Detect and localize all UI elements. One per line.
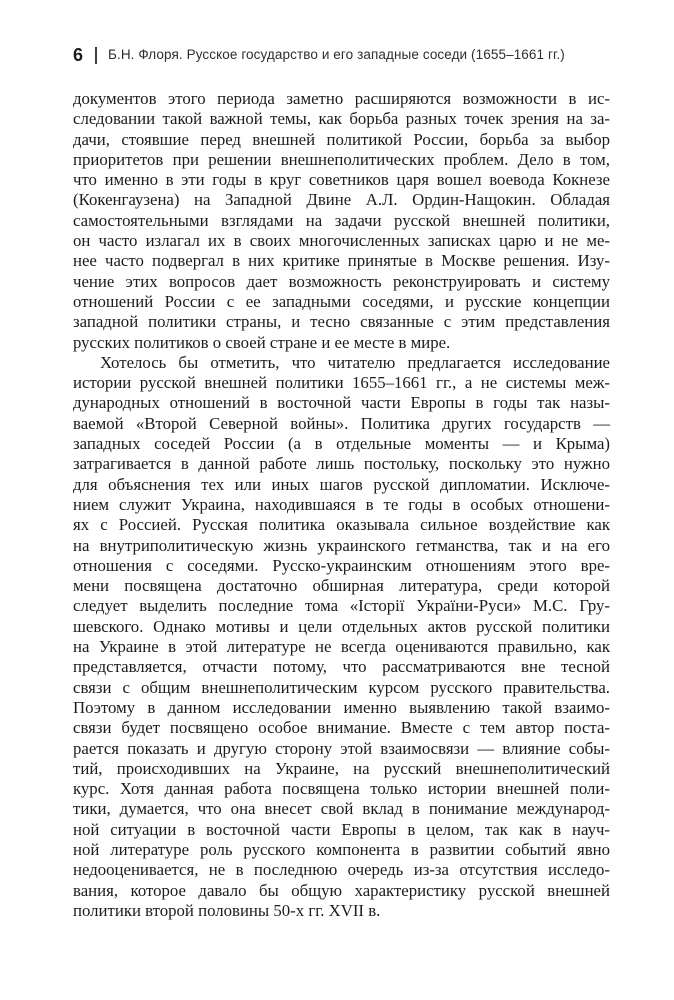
- text-line: приоритетов при решении внешнеполитических проблем. Дело в том,: [73, 149, 610, 169]
- text-line: отношения с соседями. Русско-украинским отношениям этого вре-: [73, 555, 610, 575]
- text-line: политики второй половины 50-х гг. XVII в.: [73, 900, 381, 920]
- text-line: на Украине в этой литературе не всегда оцениваются правильно, как: [73, 637, 610, 657]
- text-line: тий, происходивших на Украине, на русский внешнеполитический: [73, 758, 610, 778]
- text-line: связи с общим внешнеполитическим курсом русского правительства.: [73, 677, 610, 697]
- text-line: на внутриполитическую жизнь украинского гетманства, так и на его: [73, 535, 610, 555]
- text-line: ной литературе роль русского компонента в развитии событий явно: [73, 839, 610, 859]
- text-line: западной политики страны, и тесно связанные с этим представления: [73, 312, 610, 332]
- text-line: тики, думается, что она внесет свой вклад в понимание международ-: [73, 799, 610, 819]
- text-line: представляется, отчасти потому, что рассматриваются вне тесной: [73, 657, 610, 677]
- text-line: нием служит Украина, находившаяся в те годы в особых отношени-: [73, 494, 610, 514]
- text-line: затрагивается в данной работе лишь постольку, поскольку это нужно: [73, 454, 610, 474]
- text-block: [73, 89, 610, 921]
- text-line: мени посвящена достаточно обширная литература, среди которой: [73, 576, 610, 596]
- text-line: чение этих вопросов дает возможность реконструировать и систему: [73, 271, 610, 291]
- text-line: курс. Хотя данная работа посвящена только истории внешней поли-: [73, 779, 610, 799]
- running-head: [73, 46, 565, 64]
- text-line: западных соседей России (а в отдельные моменты — и Крыма): [73, 434, 610, 454]
- text-line: истории русской внешней политики 1655–1661 гг., а не системы меж-: [73, 373, 610, 393]
- text-line: русских политиков о своей стране и ее месте в мире.: [73, 332, 451, 352]
- text-line: он часто излагал их в своих многочисленных записках царю и не ме-: [73, 231, 610, 251]
- text-line: Поэтому в данном исследовании именно выявлению такой взаимо-: [73, 697, 610, 717]
- text-line: вания, которое давало бы общую характеристику русской внешней: [73, 880, 610, 900]
- text-line: дународных отношений в восточной части Европы в годы так назы-: [73, 393, 610, 413]
- text-line: отношений России с ее западными соседями, и русские концепции: [73, 291, 610, 311]
- text-line: документов этого периода заметно расширяются возможности в ис-: [73, 89, 610, 108]
- text-line: связи будет посвящено особое внимание. Вместе с тем автор поста-: [73, 718, 610, 738]
- text-line: самостоятельными взглядами на задачи русской внешней политики,: [73, 210, 610, 230]
- text-line: ваемой «Второй Северной войны». Политика других государств —: [73, 413, 610, 433]
- text-line: рается показать и другую сторону этой взаимосвязи — влияние собы-: [73, 738, 610, 758]
- text-line: ях с Россией. Русская политика оказывала сильное воздействие как: [73, 515, 610, 535]
- text-line: ной ситуации в восточной части Европы в целом, так как в науч-: [73, 819, 610, 839]
- text-line: недооценивается, не в последнюю очередь из-за отсутствия исследо-: [73, 860, 610, 880]
- text-line: что именно в эти годы в круг советников царя вошел воевода Кокнезе: [73, 170, 610, 190]
- text-line: шевского. Однако мотивы и цели отдельных актов русской политики: [73, 616, 610, 636]
- text-line: Хотелось бы отметить, что читателю предлагается исследование: [100, 352, 610, 372]
- text-line: (Кокенгаузена) на Западной Двине А.Л. Ордин-Нащокин. Обладая: [73, 190, 610, 210]
- page-number: 6: [73, 45, 84, 65]
- text-line: дачи, стоявшие перед внешней политикой России, борьба за выбор: [73, 129, 610, 149]
- header-divider: [95, 47, 97, 64]
- text-line: следовании такой важной темы, как борьба разных точек зрения на за-: [73, 109, 610, 129]
- text-line: нее часто подвергал в них критике принятые в Москве решения. Изу-: [73, 251, 610, 271]
- text-line: следует выделить последние тома «Історії України-Руси» М.С. Гру-: [73, 596, 610, 616]
- text-line: для объяснения тех или иных шагов русской дипломатии. Исключе-: [73, 474, 610, 494]
- running-title: Б.Н. Флоря. Русское государство и его западные соседи (1655–1661 гг.): [108, 47, 565, 63]
